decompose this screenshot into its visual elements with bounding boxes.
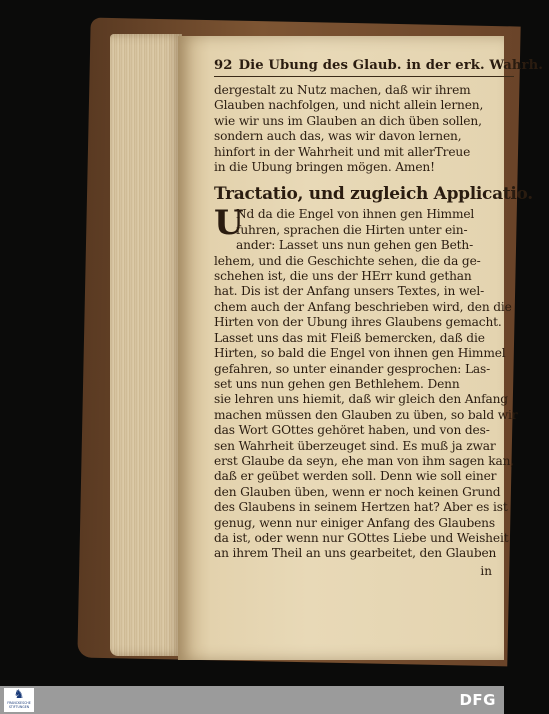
text-line: gefahren, so unter einander gesprochen: Las- bbox=[214, 361, 491, 376]
text-line: set uns nun gehen gen Bethlehem. Denn bbox=[214, 376, 460, 391]
text-line: sie lehren uns hiemit, daß wir gleich den Anfang bbox=[214, 392, 508, 407]
page-number: 92 bbox=[214, 58, 233, 73]
text-line: da ist, oder wenn nur GOttes Liebe und Weisheit bbox=[214, 530, 509, 545]
logo-emblem-icon: ♞ bbox=[13, 687, 25, 701]
text-line: wie wir uns im Glauben an dich üben sollen, bbox=[214, 113, 482, 128]
text-line: Hirten von der Ubung ihres Glaubens gemacht. bbox=[214, 315, 502, 330]
text-line: fuhren, sprachen die Hirten unter ein- bbox=[236, 222, 468, 237]
text-line: hinfort in der Wahrheit und mit allerTreue bbox=[214, 144, 471, 159]
text-line: erst Glaube da seyn, ehe man von ihm sagen kan, bbox=[214, 453, 514, 468]
page-text-block bbox=[214, 58, 543, 578]
text-line: den Glauben üben, wenn er noch keinen Grund bbox=[214, 484, 501, 499]
text-line: chem auch der Anfang beschrieben wird, den die bbox=[214, 299, 512, 314]
text-line: des Glaubens in seinem Hertzen hat? Aber es ist bbox=[214, 500, 508, 515]
text-line: das Wort GOttes gehöret haben, und von des- bbox=[214, 423, 490, 438]
section-heading: Tractatio, und zugleich Applicatio. bbox=[214, 184, 533, 205]
text-line: Nd da die Engel von ihnen gen Himmel bbox=[236, 207, 475, 222]
institution-logo bbox=[4, 688, 34, 712]
text-line: Lasset uns das mit Fleiß bemercken, daß die bbox=[214, 330, 485, 345]
text-line: daß er geübet werden soll. Denn wie soll einer bbox=[214, 469, 497, 484]
text-line: sondern auch das, was wir davon lernen, bbox=[214, 129, 462, 144]
text-line: schehen ist, die uns der HErr kund gethan bbox=[214, 269, 472, 284]
text-line: Hirten, so bald die Engel von ihnen gen Himmel bbox=[214, 346, 506, 361]
body-paragraph bbox=[214, 253, 518, 562]
text-line: in die Ubung bringen mögen. Amen! bbox=[214, 160, 435, 175]
text-line: ander: Lasset uns nun gehen gen Beth- bbox=[236, 238, 474, 253]
text-line: Glauben nachfolgen, und nicht allein lernen, bbox=[214, 98, 484, 113]
text-line: hat. Dis ist der Anfang unsers Textes, in wel- bbox=[214, 284, 485, 299]
book-page bbox=[178, 36, 543, 660]
dropcap-block bbox=[214, 203, 514, 253]
text-line: genug, wenn nur einiger Anfang des Glaubens bbox=[214, 515, 495, 530]
logo-text: FRANCKESCHE STIFTUNGEN bbox=[7, 701, 31, 709]
running-title: Die Ubung des Glaub. in der erk. Wahrh. bbox=[238, 58, 543, 73]
catchword: in bbox=[480, 563, 492, 578]
footer-bar bbox=[0, 686, 504, 714]
dfg-logo: DFG bbox=[459, 691, 496, 709]
drop-capital: U bbox=[214, 203, 244, 244]
text-line: machen müssen den Glauben zu üben, so bald wir bbox=[214, 407, 518, 422]
page-edges bbox=[110, 34, 182, 656]
dropcap-lines bbox=[214, 203, 514, 253]
text-line: dergestalt zu Nutz machen, daß wir ihrem bbox=[214, 83, 471, 97]
text-line: sen Wahrheit überzeuget sind. Es muß ja zwar bbox=[214, 438, 496, 453]
text-line: an ihrem Theil an uns gearbeitet, den Glauben bbox=[214, 546, 497, 561]
intro-paragraph bbox=[214, 83, 514, 175]
running-header bbox=[214, 58, 543, 77]
text-line: lehem, und die Geschichte sehen, die da ge- bbox=[214, 253, 481, 268]
